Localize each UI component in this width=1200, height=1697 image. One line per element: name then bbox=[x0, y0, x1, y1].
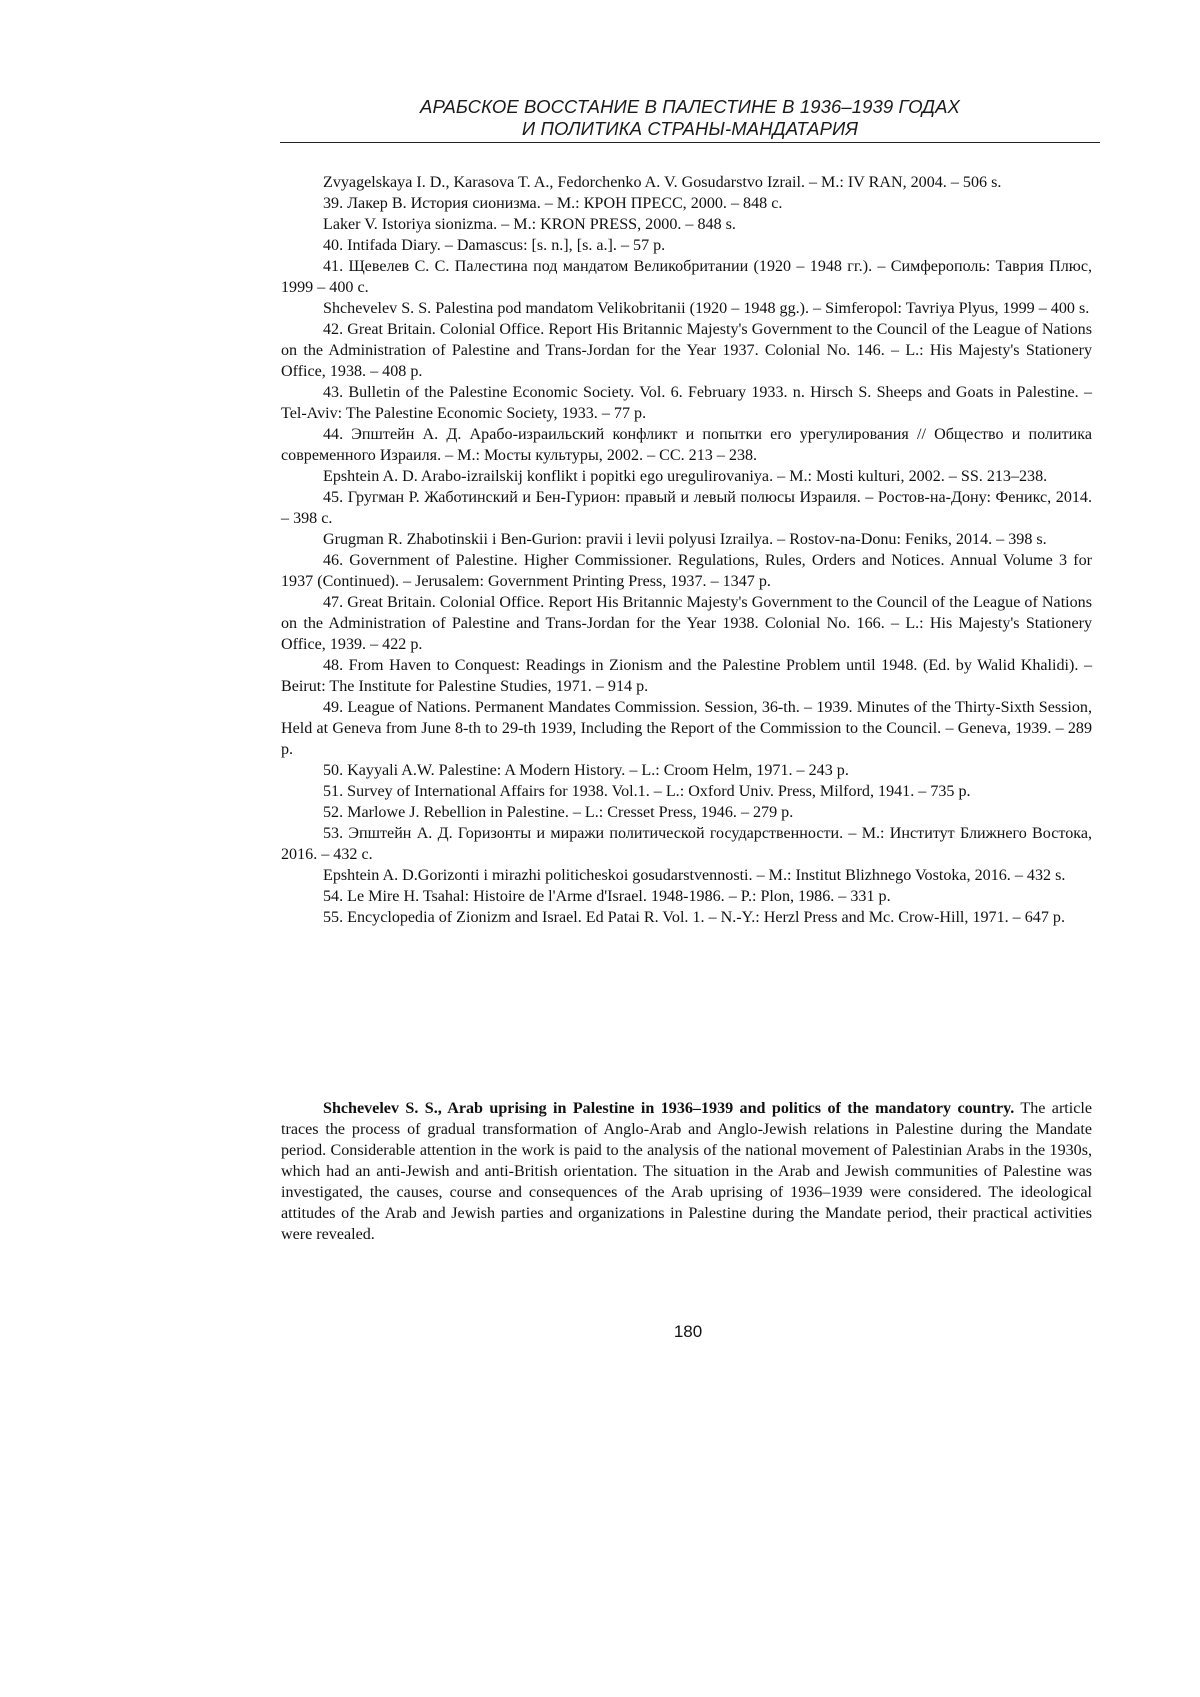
running-header-line-2: И ПОЛИТИКА СТРАНЫ-МАНДАТАРИЯ bbox=[280, 118, 1100, 140]
reference-entry: Laker V. Istoriya sionizma. – M.: KRON PRESS, 2000. – 848 s. bbox=[281, 214, 1092, 235]
english-abstract bbox=[281, 1098, 1092, 1245]
reference-entry: Epshtein A. D. Arabo-izrailskij konflikt i popitki ego uregulirovaniya. – M.: Mosti kulturi, 2002. – SS. 213–238. bbox=[281, 466, 1092, 487]
reference-entry: 42. Great Britain. Colonial Office. Report His Britannic Majesty's Government to the Council of the League of Nations on the Administration of Palestine and Trans-Jordan for the Year 1937. Colonial No. 146. – L.: His Majesty's Stationery Office, 1938. – 408 p. bbox=[281, 319, 1092, 382]
abstract-title: Shchevelev S. S., Arab uprising in Palestine in 1936–1939 and politics of the mandatory country. bbox=[323, 1100, 1014, 1117]
reference-entry: 46. Government of Palestine. Higher Commissioner. Regulations, Rules, Orders and Notices. Annual Volume 3 for 1937 (Continued). – Jerusalem: Government Printing Press, 1937. – 1347 p. bbox=[281, 550, 1092, 592]
running-header-line-1: АРАБСКОЕ ВОССТАНИЕ В ПАЛЕСТИНЕ В 1936–1939 ГОДАХ bbox=[280, 96, 1100, 118]
reference-entry: 44. Эпштейн А. Д. Арабо-израильский конфликт и попытки его урегулирования // Общество и политика современного Израиля. – М.: Мосты культуры, 2002. – СС. 213 – 238. bbox=[281, 424, 1092, 466]
reference-entry: Epshtein A. D.Gorizonti i mirazhi politicheskoi gosudarstvennosti. – M.: Institut Blizhnego Vostoka, 2016. – 432 s. bbox=[281, 865, 1092, 886]
reference-entry: Zvyagelskaya I. D., Karasova T. A., Fedorchenko A. V. Gosudarstvo Izrail. – M.: IV RAN, 2004. – 506 s. bbox=[281, 172, 1092, 193]
reference-entry: 51. Survey of International Affairs for 1938. Vol.1. – L.: Oxford Univ. Press, Milford, 1941. – 735 p. bbox=[281, 781, 1092, 802]
reference-entry: 52. Marlowe J. Rebellion in Palestine. – L.: Cresset Press, 1946. – 279 p. bbox=[281, 802, 1092, 823]
running-header bbox=[280, 96, 1100, 143]
reference-entry: 41. Щевелев С. С. Палестина под мандатом Великобритании (1920 – 1948 гг.). – Симферополь: Таврия Плюс, 1999 – 400 с. bbox=[281, 256, 1092, 298]
reference-entry: 39. Лакер В. История сионизма. – М.: КРОН ПРЕСС, 2000. – 848 с. bbox=[281, 193, 1092, 214]
reference-entry: 50. Kayyali A.W. Palestine: A Modern History. – L.: Croom Helm, 1971. – 243 p. bbox=[281, 760, 1092, 781]
header-rule bbox=[280, 142, 1100, 143]
reference-entry: 53. Эпштейн А. Д. Горизонты и миражи политической государственности. – М.: Институт Ближнего Востока, 2016. – 432 с. bbox=[281, 823, 1092, 865]
reference-entry: 49. League of Nations. Permanent Mandates Commission. Session, 36-th. – 1939. Minutes of the Thirty-Sixth Session, Held at Geneva from June 8-th to 29-th 1939, Including the Report of the Commission to the Council. – Geneva, 1939. – 289 p. bbox=[281, 697, 1092, 760]
reference-entry: 45. Гругман Р. Жаботинский и Бен-Гурион: правый и левый полюсы Израиля. – Ростов-на-Дону: Феникс, 2014. – 398 с. bbox=[281, 487, 1092, 529]
reference-entry: 54. Le Mire H. Tsahal: Histoire de l'Arme d'Israel. 1948-1986. – P.: Plon, 1986. – 331 p. bbox=[281, 886, 1092, 907]
reference-entry: 48. From Haven to Conquest: Readings in Zionism and the Palestine Problem until 1948. (Ed. by Walid Khalidi). – Beirut: The Institute for Palestine Studies, 1971. – 914 p. bbox=[281, 655, 1092, 697]
reference-entry: Grugman R. Zhabotinskii i Ben-Gurion: pravii i levii polyusi Izrailya. – Rostov-na-Donu: Feniks, 2014. – 398 s. bbox=[281, 529, 1092, 550]
reference-list bbox=[281, 172, 1092, 928]
reference-entry: 47. Great Britain. Colonial Office. Report His Britannic Majesty's Government to the Council of the League of Nations on the Administration of Palestine and Trans-Jordan for the Year 1938. Colonial No. 166. – L.: His Majesty's Stationery Office, 1939. – 422 p. bbox=[281, 592, 1092, 655]
abstract-body: The article traces the process of gradual transformation of Anglo-Arab and Anglo-Jewish relations in Palestine during the Mandate period. Considerable attention in the work is paid to the analysis of the national movement of Palestinian Arabs in the 1930s, which had an anti-Jewish and anti-British orientation. The situation in the Arab and Jewish communities of Palestine was investigated, the causes, course and consequences of the Arab uprising of 1936–1939 were considered. The ideological attitudes of the Arab and Jewish parties and organizations in Palestine during the Mandate period, their practical activities were revealed. bbox=[281, 1100, 1092, 1243]
reference-entry: Shchevelev S. S. Palestina pod mandatom Velikobritanii (1920 – 1948 gg.). – Simferopol: Tavriya Plyus, 1999 – 400 s. bbox=[281, 298, 1092, 319]
reference-entry: 43. Bulletin of the Palestine Economic Society. Vol. 6. February 1933. n. Hirsch S. Sheeps and Goats in Palestine. – Tel-Aviv: The Palestine Economic Society, 1933. – 77 p. bbox=[281, 382, 1092, 424]
page bbox=[0, 0, 1200, 1697]
reference-entry: 55. Encyclopedia of Zionizm and Israel. Ed Patai R. Vol. 1. – N.-Y.: Herzl Press and Mc. Crow-Hill, 1971. – 647 p. bbox=[281, 907, 1092, 928]
reference-entry: 40. Intifada Diary. – Damascus: [s. n.], [s. a.]. – 57 p. bbox=[281, 235, 1092, 256]
page-number: 180 bbox=[0, 1322, 1200, 1342]
